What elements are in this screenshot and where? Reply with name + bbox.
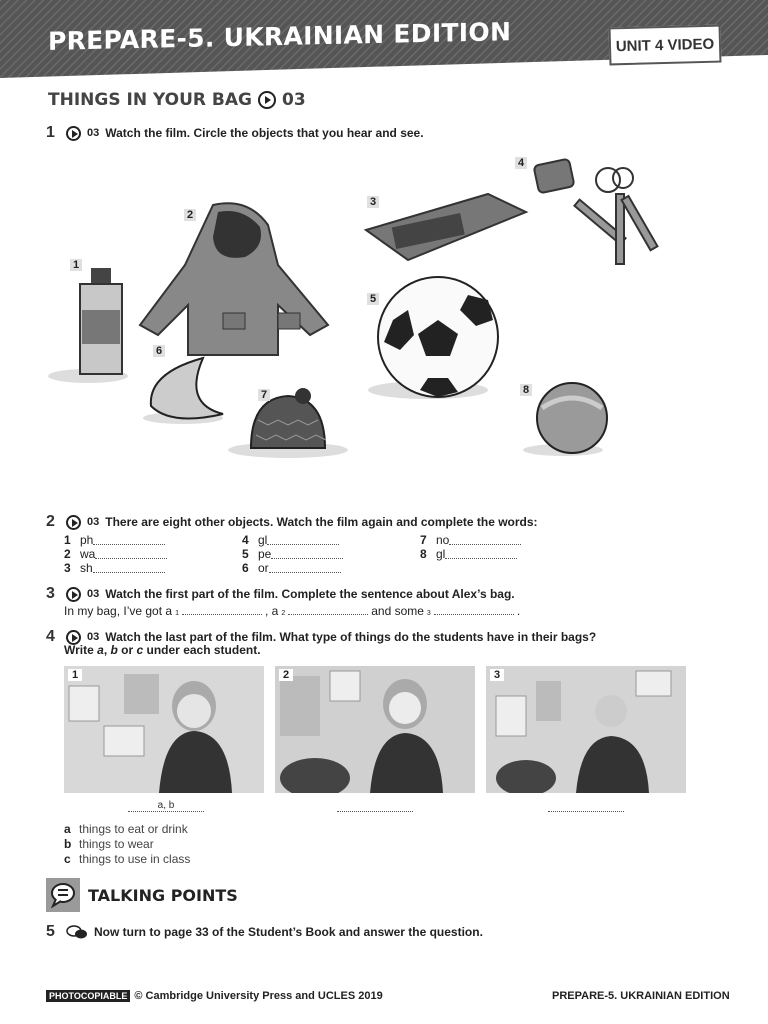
task-number: 4 <box>46 628 55 645</box>
section-title-text: THINGS IN YOUR BAG <box>48 90 252 110</box>
video-code: 03 <box>87 127 100 139</box>
answer-blank[interactable] <box>93 561 165 573</box>
task-3 <box>46 585 515 603</box>
photo-number: 2 <box>279 669 293 681</box>
talking-points-heading <box>46 878 238 912</box>
brand-title: PREPARE-5. UKRAINIAN EDITION <box>48 17 512 56</box>
task-2 <box>46 513 538 531</box>
footer-copyright: PHOTOCOPIABLE © Cambridge University Press and UCLES 2019 <box>46 990 383 1002</box>
header-banner <box>0 0 768 80</box>
football-icon <box>378 277 498 397</box>
video-code: 03 <box>87 516 100 528</box>
object-number: 7 <box>258 389 270 401</box>
answer-blank[interactable] <box>267 533 339 545</box>
play-icon[interactable] <box>66 587 81 602</box>
photo-number: 3 <box>490 669 504 681</box>
task-instruction: Watch the film. Circle the objects that you hear and see. <box>105 126 424 140</box>
answer-blank[interactable] <box>337 800 413 812</box>
answer-blank[interactable] <box>288 614 368 615</box>
answer-blank[interactable] <box>93 533 165 545</box>
word-stem: or <box>258 561 269 575</box>
task-1 <box>46 124 424 142</box>
answer-blank[interactable] <box>548 800 624 812</box>
word-stem: sh <box>80 561 93 575</box>
ball-icon <box>537 383 607 453</box>
answer-blank[interactable] <box>271 547 343 559</box>
word-stem: pe <box>258 547 272 561</box>
banana-icon <box>151 358 223 419</box>
word-stem: gl <box>436 547 446 561</box>
task-number: 2 <box>46 513 55 530</box>
student-photo-1 <box>64 666 264 793</box>
object-number: 2 <box>184 209 196 221</box>
word-stem: no <box>436 533 450 547</box>
answer-blank-example[interactable]: a, b <box>128 800 204 812</box>
task-instruction: There are eight other objects. Watch the film again and complete the words: <box>105 515 538 529</box>
unit-badge: UNIT 4 VIDEO <box>609 25 722 66</box>
speech-bubble-icon <box>46 878 80 912</box>
objects-illustration <box>48 150 698 480</box>
object-number: 3 <box>367 196 379 208</box>
answer-blank[interactable] <box>182 614 262 615</box>
word-stem: wa <box>80 547 96 561</box>
task-instruction: Watch the first part of the film. Complete the sentence about Alex’s bag. <box>105 587 515 601</box>
discussion-icon <box>66 924 88 940</box>
word-stem: ph <box>80 533 94 547</box>
task-number: 3 <box>46 585 55 602</box>
section-code: 03 <box>282 90 306 110</box>
alex-sentence: In my bag, I’ve got a $_1$ , a $_2$ and some $_3$ . <box>64 604 521 618</box>
student-photo-3 <box>486 666 686 793</box>
answer-blank[interactable] <box>445 547 517 559</box>
word-stem: gl <box>258 533 268 547</box>
keys-icon <box>533 159 657 264</box>
talking-points-title: TALKING POINTS <box>88 885 238 905</box>
answer-blank[interactable] <box>434 614 514 615</box>
option-b: b things to wear <box>64 837 154 851</box>
play-icon[interactable] <box>66 515 81 530</box>
hoodie-jacket-icon <box>140 203 328 355</box>
answer-blank[interactable] <box>269 561 341 573</box>
task-instruction: Now turn to page 33 of the Student’s Book and answer the question. <box>94 925 483 939</box>
section-title <box>48 90 306 110</box>
pencil-case-icon <box>366 194 526 260</box>
task-instruction: Watch the last part of the film. What type of things do the students have in their bags? <box>105 630 597 644</box>
student-photo-2 <box>275 666 475 793</box>
option-a: a things to eat or drink <box>64 822 188 836</box>
footer-edition: PREPARE-5. UKRAINIAN EDITION <box>552 990 730 1002</box>
photocopiable-badge: PHOTOCOPIABLE <box>46 990 130 1002</box>
task-4-subinstruction: Write a, b or c under each student. <box>64 643 261 657</box>
object-number: 6 <box>153 345 165 357</box>
object-number: 1 <box>70 259 82 271</box>
drink-bottle-icon <box>80 268 122 374</box>
play-icon[interactable] <box>258 91 276 109</box>
play-icon[interactable] <box>66 126 81 141</box>
object-number: 4 <box>515 157 527 169</box>
answer-blank[interactable] <box>449 533 521 545</box>
video-code: 03 <box>87 631 100 643</box>
photo-number: 1 <box>68 669 82 681</box>
object-number: 5 <box>367 293 379 305</box>
word-completion-grid: 1 ph 4 gl 7 no 2 wa 5 pe 8 gl 3 sh 6 or <box>64 533 624 575</box>
task-5 <box>46 923 483 941</box>
video-code: 03 <box>87 588 100 600</box>
object-number: 8 <box>520 384 532 396</box>
option-c: c things to use in class <box>64 852 191 866</box>
task-number: 1 <box>46 124 55 141</box>
category-options <box>64 822 190 867</box>
answer-blank[interactable] <box>95 547 167 559</box>
task-number: 5 <box>46 923 55 940</box>
